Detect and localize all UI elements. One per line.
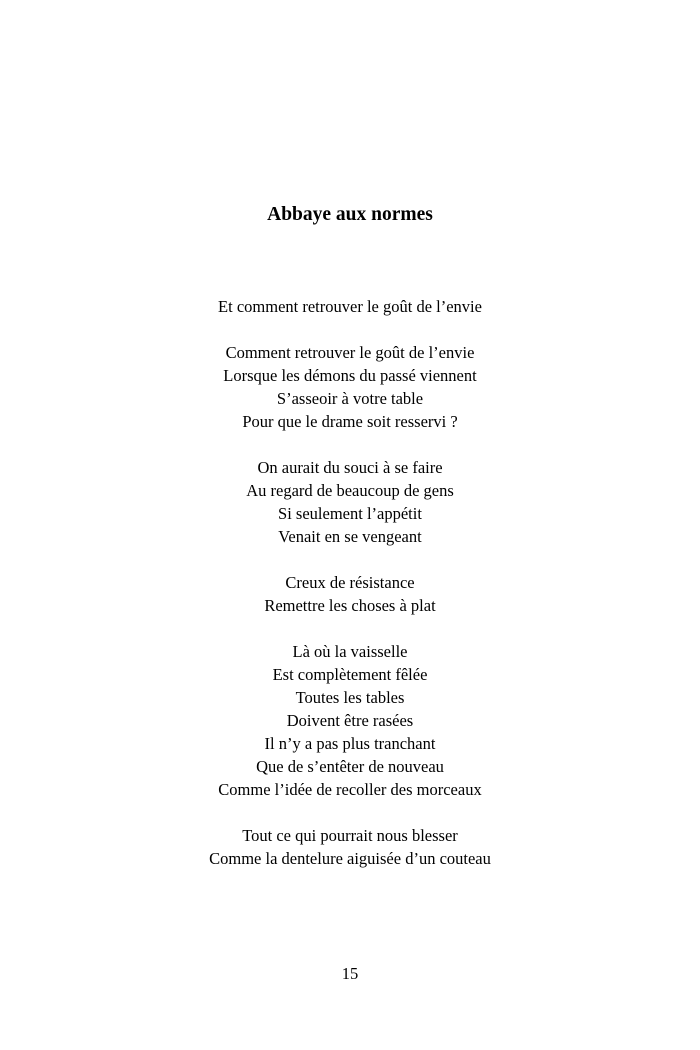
poem-line: Doivent être rasées <box>286 711 414 730</box>
poem-line: On aurait du souci à se faire <box>257 458 443 477</box>
poem-line: Comme la dentelure aiguisée d’un couteau <box>209 849 491 868</box>
poem-line: Il n’y a pas plus tranchant <box>264 734 436 753</box>
poem-line: Tout ce qui pourrait nous blesser <box>242 826 458 845</box>
poem-line: Là où la vaisselle <box>292 642 408 661</box>
stanza <box>0 295 700 318</box>
poem-line: Lorsque les démons du passé viennent <box>223 366 477 385</box>
poem-line: Pour que le drame soit resservi ? <box>242 412 458 431</box>
poem-body <box>0 295 700 893</box>
poem-line: Au regard de beaucoup de gens <box>246 481 454 500</box>
poem-line: Venait en se vengeant <box>278 527 422 546</box>
poem-line: S’asseoir à votre table <box>276 389 424 408</box>
poem-line: Est complètement fêlée <box>272 665 428 684</box>
stanza <box>0 341 700 433</box>
stanza <box>0 571 700 617</box>
poem-line: Toutes les tables <box>295 688 405 707</box>
poem-line: Si seulement l’appétit <box>278 504 422 523</box>
poem-line: Comme l’idée de recoller des morceaux <box>218 780 482 799</box>
poem-line: Que de s’entêter de nouveau <box>256 757 444 776</box>
stanza <box>0 824 700 870</box>
poem-line: Comment retrouver le goût de l’envie <box>225 343 475 362</box>
poem-line: Remettre les choses à plat <box>264 596 436 615</box>
stanza <box>0 640 700 801</box>
stanza <box>0 456 700 548</box>
poem-line: Creux de résistance <box>285 573 415 592</box>
poem-line: Et comment retrouver le goût de l’envie <box>218 297 482 316</box>
poem-title: Abbaye aux normes <box>267 204 433 225</box>
page-number: 15 <box>341 964 359 983</box>
